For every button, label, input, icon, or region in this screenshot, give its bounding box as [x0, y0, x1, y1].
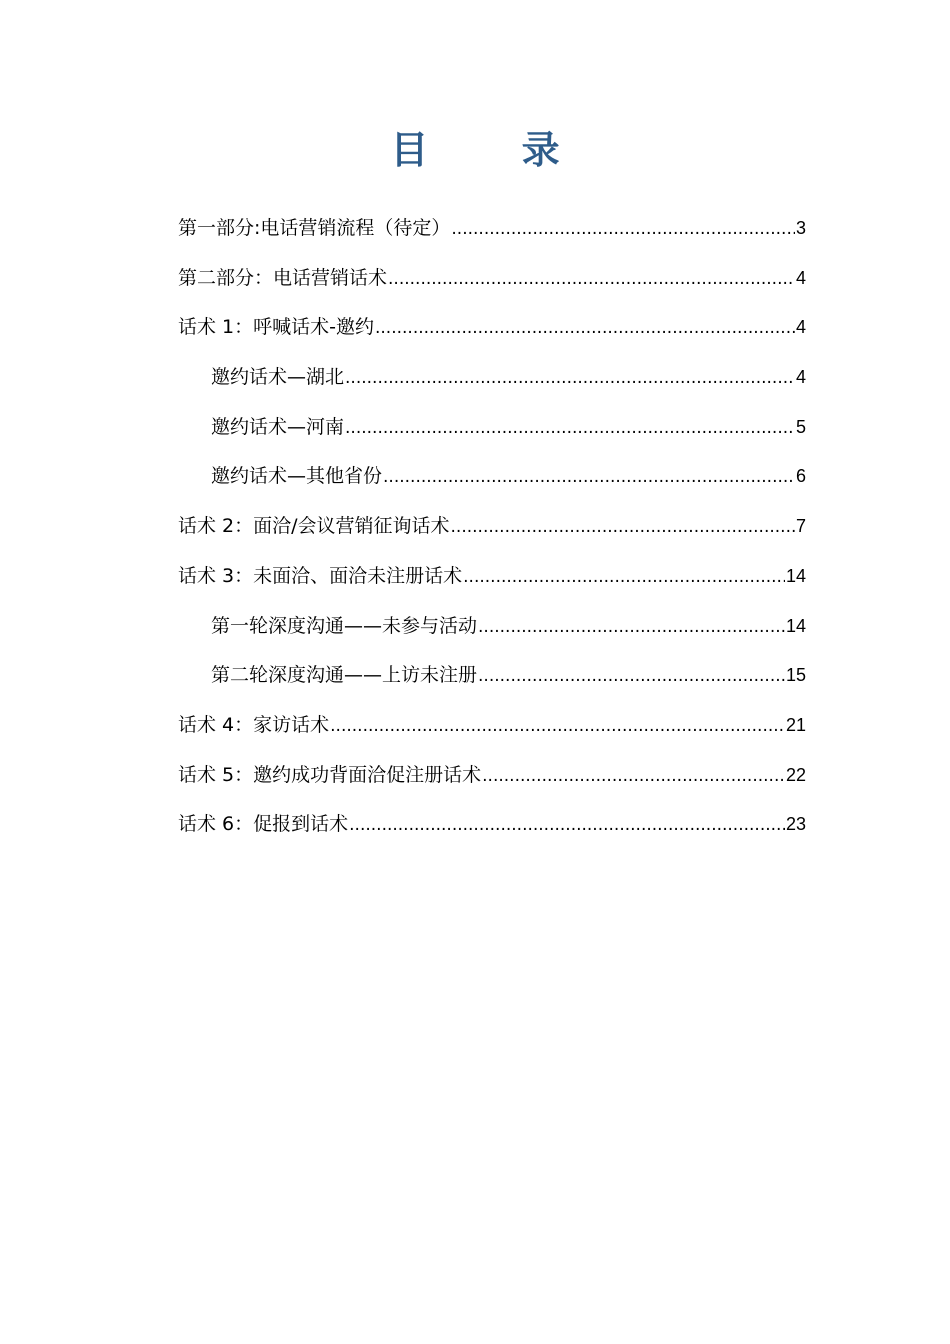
toc-entry-text: 第二部分：电话营销话术: [178, 266, 388, 289]
toc-entry-text: 邀约话术—河南: [211, 415, 345, 438]
toc-entry-text: 第一部分:电话营销流程（待定）: [178, 217, 451, 239]
toc-list: [178, 206, 806, 852]
toc-entry-text: 话术 4：家访话术: [178, 713, 330, 736]
toc-entry-text: 话术 1：呼喊话术-邀约: [178, 316, 374, 339]
toc-dot-leader: [478, 605, 785, 649]
toc-entry-page: 4: [795, 267, 806, 288]
toc-entry-page: 5: [795, 416, 806, 437]
toc-entry[interactable]: [178, 753, 806, 803]
toc-entry[interactable]: [178, 554, 806, 604]
toc-dot-leader: [451, 207, 795, 251]
toc-dot-leader: [330, 704, 785, 748]
toc-entry-page: 22: [785, 764, 806, 785]
toc-entry-text: 话术 5：邀约成功背面洽促注册话术: [178, 763, 482, 786]
toc-entry-text: 第一轮深度沟通——未参与活动: [211, 614, 478, 637]
toc-entry[interactable]: [178, 305, 806, 355]
toc-entry[interactable]: [178, 504, 806, 554]
toc-dot-leader: [388, 257, 795, 301]
toc-dot-leader: [463, 555, 785, 599]
toc-dot-leader: [349, 803, 785, 847]
toc-dot-leader: [451, 505, 795, 549]
toc-entry-text: 话术 2：面洽/会议营销征询话术: [178, 515, 450, 538]
toc-entry[interactable]: [178, 405, 806, 455]
toc-entry[interactable]: [178, 355, 806, 405]
toc-entry-page: 15: [785, 665, 806, 686]
toc-entry-text: 邀约话术—其他省份: [211, 465, 383, 488]
toc-entry-page: 4: [795, 317, 806, 338]
toc-dot-leader: [375, 306, 795, 350]
toc-entry-text: 邀约话术—湖北: [211, 366, 345, 389]
toc-entry-page: 14: [785, 615, 806, 636]
toc-entry[interactable]: [178, 653, 806, 703]
toc-entry-page: 6: [795, 466, 806, 487]
toc-entry-page: 14: [785, 565, 806, 586]
toc-entry-text: 第二轮深度沟通——上访未注册: [211, 664, 478, 687]
toc-entry-page: 21: [785, 714, 806, 735]
toc-entry[interactable]: [178, 256, 806, 306]
toc-entry-page: 3: [795, 218, 806, 238]
toc-entry-text: 话术 6：促报到话术: [178, 813, 349, 836]
toc-entry-page: 7: [795, 516, 806, 537]
toc-dot-leader: [345, 356, 795, 400]
toc-entry-page: 4: [795, 367, 806, 388]
toc-entry[interactable]: [178, 454, 806, 504]
toc-dot-leader: [345, 406, 795, 450]
toc-entry-page: 23: [785, 814, 806, 835]
toc-entry[interactable]: [178, 703, 806, 753]
toc-entry-text: 话术 3：未面洽、面洽未注册话术: [178, 564, 463, 587]
toc-entry[interactable]: [178, 604, 806, 654]
toc-dot-leader: [482, 754, 785, 798]
toc-title: 目 录: [390, 128, 600, 172]
toc-entry[interactable]: [178, 206, 806, 256]
toc-dot-leader: [478, 654, 785, 698]
toc-entry[interactable]: [178, 802, 806, 852]
toc-dot-leader: [383, 455, 795, 499]
